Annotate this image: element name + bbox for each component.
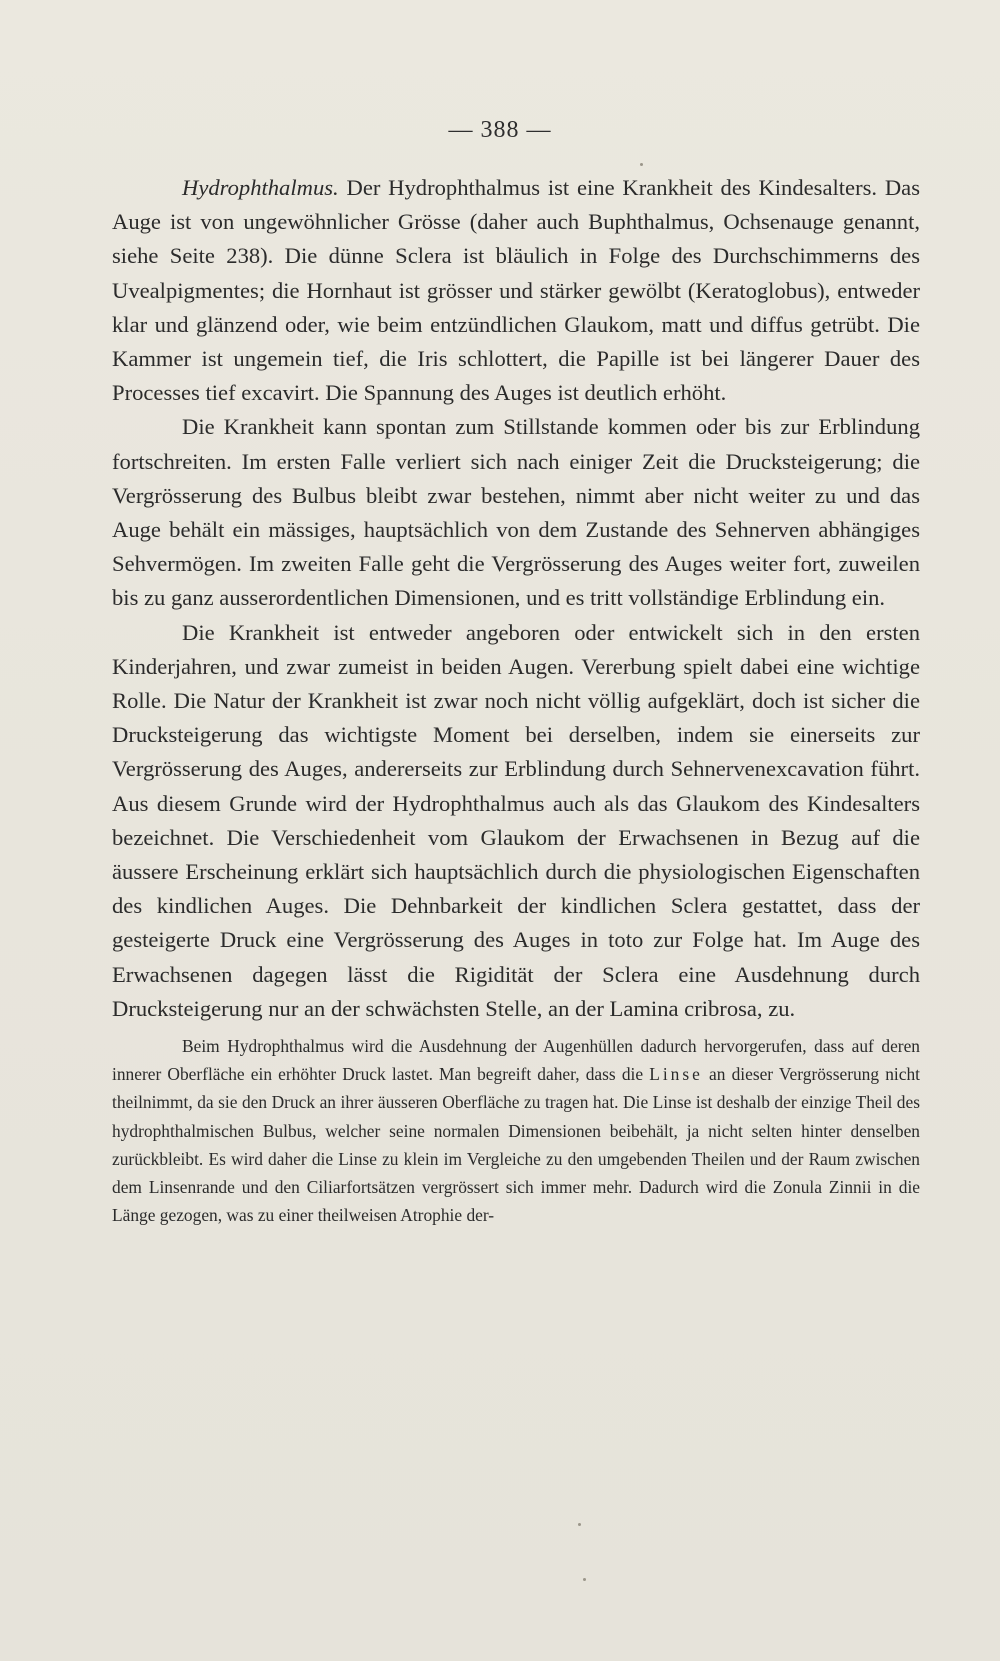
section-heading: Hydrophthalmus. (182, 175, 339, 200)
emphasized-word: Linse (649, 1064, 703, 1085)
page-number: — 388 — (448, 117, 552, 143)
paper-speck (583, 1578, 586, 1581)
small-paragraph (112, 1032, 920, 1229)
paper-speck (640, 163, 643, 166)
main-text (112, 171, 920, 1026)
small-print-text (112, 1032, 920, 1229)
small-paragraph-part2: an dieser Vergrösserung nicht theilnimmt, da sie den Druck an ihrer äusseren Oberfläche zu tragen hat. Die Linse ist deshalb der einzige Theil des hydrophthalmischen Bulbus, welcher seine normalen Dimensionen beibehält, ja nicht selten hinter denselben zurückbleibt. Es wird daher die Linse zu klein im Vergleiche zu den umgebenden Theilen und der Raum zwischen dem Linsenrande und den Ciliarfortsätzen vergrössert sich immer mehr. Dadurch wird die Zonula Zinnii in die Länge gezogen, was zu einer theilweisen Atrophie der- (112, 1064, 920, 1226)
paragraph-3: Die Krankheit ist entweder angeboren oder entwickelt sich in den ersten Kinderjahren, und zwar zumeist in beiden Augen. Vererbung spielt dabei eine wichtige Rolle. Die Natur der Krankheit ist zwar noch nicht völlig aufgeklärt, doch ist sicher die Drucksteigerung das wichtigste Moment bei derselben, indem sie einerseits zur Vergrösserung des Auges, andererseits zur Erblindung durch Sehnervenexcavation führt. Aus diesem Grunde wird der Hydrophthalmus auch als das Glaukom des Kindesalters bezeichnet. Die Verschiedenheit vom Glaukom der Erwachsenen in Bezug auf die äussere Erscheinung erklärt sich hauptsächlich durch die physiologischen Eigenschaften des kindlichen Auges. Die Dehnbarkeit der kindlichen Sclera gestattet, dass der gesteigerte Druck eine Vergrösserung des Auges in toto zur Folge hat. Im Auge des Erwachsenen dagegen lässt die Rigidität der Sclera eine Ausdehnung durch Drucksteigerung nur an der schwächsten Stelle, an der Lamina cribrosa, zu. (112, 619, 920, 1021)
small-paragraph-part1: Beim Hydrophthalmus wird die Ausdehnung der Augenhüllen dadurch hervorgerufen, dass auf deren innerer Oberfläche ein erhöhter Druck lastet. Man begreift daher, dass die (112, 1036, 920, 1085)
paragraph-1 (112, 171, 920, 410)
paragraph-2: Die Krankheit kann spontan zum Stillstande kommen oder bis zur Erblindung fortschreiten. Im ersten Falle verliert sich nach einiger Zeit die Drucksteigerung; die Vergrösserung des Bulbus bleibt zwar bestehen, nimmt aber nicht weiter zu und das Auge behält ein mässiges, hauptsächlich von dem Zustande des Sehnerven abhängiges Sehvermögen. Im zweiten Falle geht die Vergrösserung des Auges weiter fort, zuweilen bis zu ganz ausserordentlichen Dimensionen, und es tritt vollständige Erblindung ein. (112, 414, 920, 611)
text-block (112, 171, 920, 1230)
paragraph-1-text: Der Hydrophthalmus ist eine Krankheit des Kindesalters. Das Auge ist von ungewöhnlicher Grösse (daher auch Buphthalmus, Ochsenauge genannt, siehe Seite 238). Die dünne Sclera ist bläulich in Folge des Durchschimmerns des Uvealpigmentes; die Hornhaut ist grösser und stärker gewölbt (Keratoglobus), entweder klar und glänzend oder, wie beim entzündlichen Glaukom, matt und diffus getrübt. Die Kammer ist ungemein tief, die Iris schlottert, die Papille ist bei längerer Dauer des Processes tief excavirt. Die Spannung des Auges ist deutlich erhöht. (112, 175, 920, 406)
paper-speck (578, 1523, 581, 1526)
